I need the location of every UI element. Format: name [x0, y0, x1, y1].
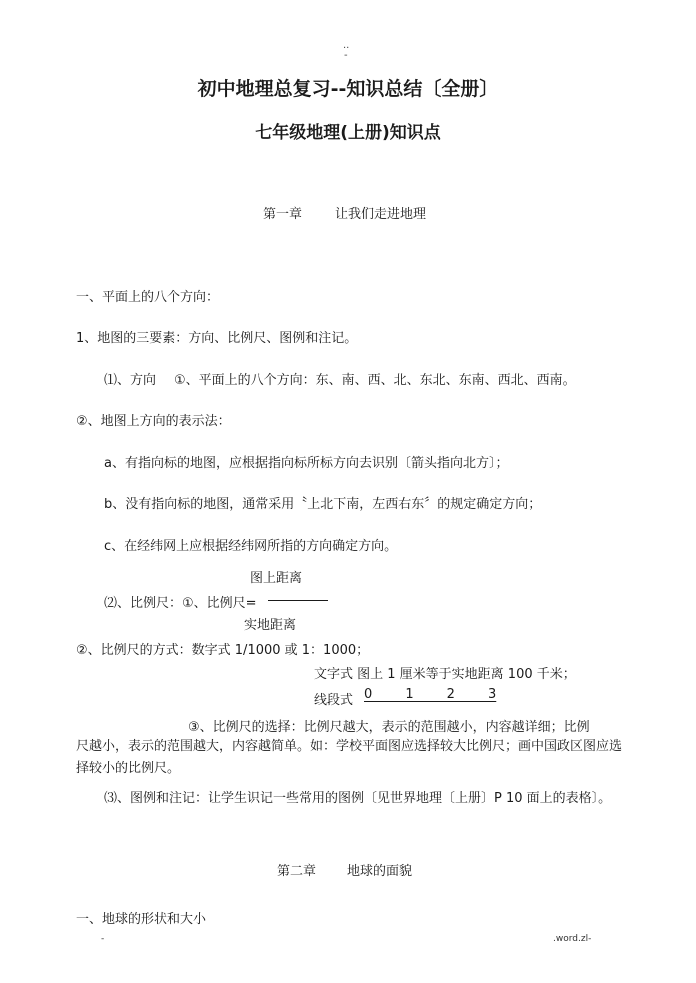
scale-choice-lead: ③、比例尺的选择：比例尺越大，表示的范围越小，内容越详细；比例: [188, 720, 590, 735]
scale-line-form-ticks: 0 1 2 3: [364, 687, 497, 702]
scale-numerator: 图上距离: [250, 571, 303, 586]
item1-text: 1、地图的三要素：方向、比例尺、图例和注记。: [76, 331, 358, 346]
scale-prefix: ⑵、比例尺：①、比例尺=: [104, 596, 257, 611]
legend-text: ⑶、图例和注记：让学生识记一些常用的图例〔见世界地理〔上册〕P 10 面上的表格〕。: [104, 791, 612, 806]
footer-left: -: [101, 934, 105, 944]
chapter1-name: 让我们走进地理: [335, 207, 427, 222]
direction-method-c: c、在经纬网上应根据经纬网所指的方向确定方向。: [104, 539, 398, 554]
direction-label: ⑴、方向: [104, 373, 157, 388]
direction-method-title: ②、地图上方向的表示法：: [76, 414, 231, 429]
chapter2-number: 第二章: [277, 864, 317, 879]
scale-forms: ②、比例尺的方式：数字式 1/1000 或 1：1000；: [76, 643, 370, 658]
scale-denominator: 实地距离: [244, 618, 297, 633]
chapter2-name: 地球的面貌: [347, 864, 413, 879]
section2-heading: 一、地球的形状和大小: [76, 912, 207, 927]
section1-heading: 一、平面上的八个方向：: [76, 290, 220, 305]
direction-method-b: b、没有指向标的地图，通常采用〝上北下南，左西右东〞的规定确定方向；: [104, 497, 542, 512]
scale-text-form: 文字式 图上 1 厘米等于实地距离 100 千米；: [314, 667, 576, 682]
header-mark-dash: -: [344, 50, 348, 61]
direction-method-a: a、有指向标的地图，应根据指向标所标方向去识别〔箭头指向北方〕；: [104, 456, 509, 471]
page-title: 初中地理总复习--知识总结〔全册〕: [197, 78, 499, 100]
fraction-line: [268, 600, 328, 601]
chapter1-number: 第一章: [263, 207, 303, 222]
scale-line-form-label: 线段式: [314, 693, 354, 708]
direction-text: ①、平面上的八个方向：东、南、西、北、东北、东南、西北、西南。: [174, 373, 576, 388]
page-subtitle: 七年级地理(上册)知识点: [255, 123, 441, 143]
header-mark: ..: [343, 40, 350, 51]
scale-choice-rest: 尺越小，表示的范围越大，内容越简单。如：学校平面图应选择较大比例尺；画中国政区图应选择较小的比例尺。: [76, 739, 623, 776]
footer-right: .word.zl-: [553, 934, 592, 944]
